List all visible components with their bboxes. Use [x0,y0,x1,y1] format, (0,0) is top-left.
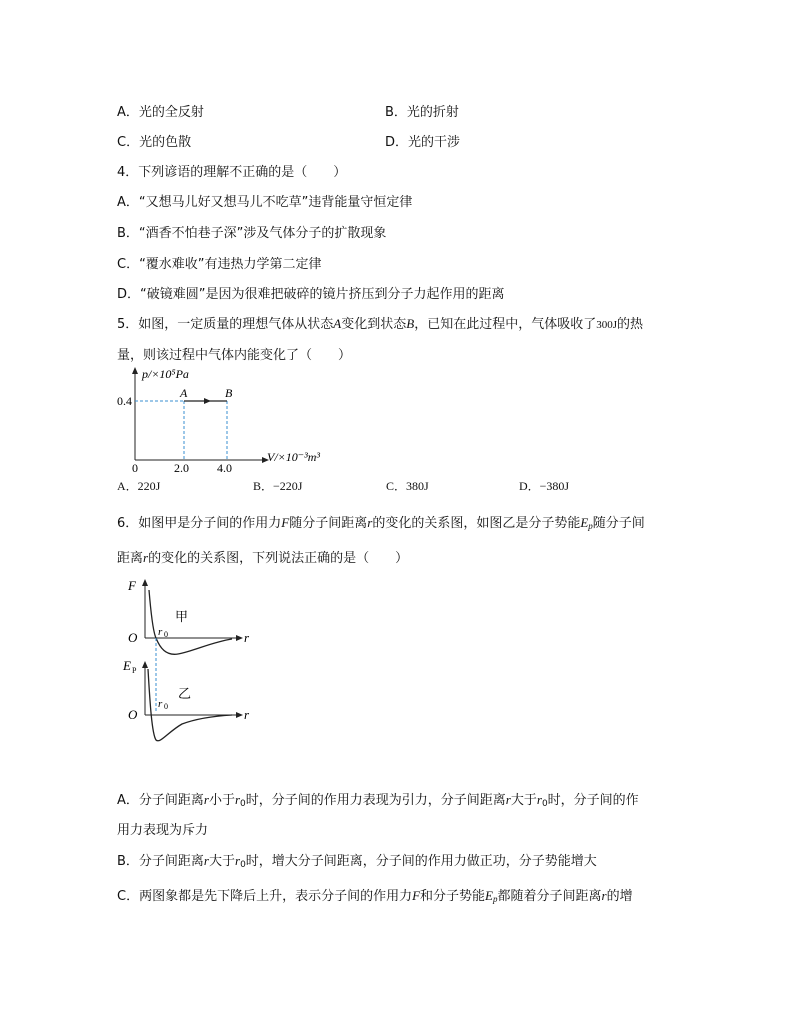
q6-option-a-line1: A．分子间距离r小于$r_0$时，分子间的作用力表现为引力，分子间距离r大于$r_0$时，分子间的作 [117,792,639,809]
q5-pv-graph [117,364,347,472]
q3-option-a: A．光的全反射 [117,105,204,120]
q6-bottom-origin: O [128,707,138,722]
q5-x-axis-label: V/×10⁻³m³ [267,450,320,464]
q4-option-c: C．“覆水难收”有违热力学第二定律 [117,257,322,272]
q5-point-a: A [180,386,188,400]
q5-point-b: B [225,386,233,400]
q6-stem-line2: 距离r的变化的关系图，下列说法正确的是（ ） [117,550,409,566]
q5-option-a: A．220J [117,479,161,493]
q6-bottom-y-label: E [123,658,131,673]
var-a: A [333,316,342,331]
q6-top-y-label: F [128,578,136,593]
var-b: B [406,316,415,331]
q6-bottom-x-label: r [244,707,250,722]
q6-bottom-r0-sub: 0 [164,702,168,711]
q5-stem-line2: 量，则该过程中气体内能变化了（ ） [117,348,352,363]
q5-option-c: C．380J [386,479,429,493]
q6-stem-line1: 6．如图甲是分子间的作用力F随分子间距离r的变化的关系图，如图乙是分子势能$E_p$随分子间 [117,515,645,531]
q6-top-r0-sub: 0 [164,630,168,639]
q6-top-origin: O [128,630,138,645]
q6-force-potential-graph [120,574,260,746]
q5-y-axis-label: p/×10⁵Pa [142,367,189,381]
q4-option-b: B．“酒香不怕巷子深”涉及气体分子的扩散现象 [117,226,387,241]
q5-origin: 0 [132,461,138,472]
q3-option-b: B．光的折射 [385,105,459,120]
q5-y-tick: 0.4 [117,394,132,408]
q6-top-caption: 甲 [175,609,189,624]
q4-option-a: A．“又想马儿好又想马儿不吃草”违背能量守恒定律 [117,195,413,210]
q6-bottom-r0: r [158,698,163,710]
q6-top-r0: r [158,626,163,638]
q4-option-d: D．“破镜难圆”是因为很难把破碎的镜片挤压到分子力起作用的距离 [117,287,505,302]
q6-option-a-line2: 用力表现为斥力 [117,823,209,838]
q4-stem: 4．下列谚语的理解不正确的是（ ） [117,165,347,180]
q6-option-b: B．分子间距离r大于$r_0$时，增大分子间距离，分子间的作用力做正功，分子势能增大 [117,853,597,870]
q5-x-tick-1: 2.0 [174,461,189,472]
q3-option-d: D．光的干涉 [385,135,461,150]
q5-stem-line1: 5．如图，一定质量的理想气体从状态A变化到状态B，已知在此过程中，气体吸收了300J的热 [117,316,644,332]
q3-option-c: C．光的色散 [117,135,192,150]
q6-top-x-label: r [244,630,250,645]
q5-option-b: B．−220J [253,479,303,493]
q5-x-tick-2: 4.0 [217,461,232,472]
q6-bottom-y-label-sub: P [132,666,137,675]
q6-option-c: C．两图象都是先下降后上升，表示分子间的作用力F和分子势能$E_p$都随着分子间距离r的增 [117,888,633,904]
q6-bottom-caption: 乙 [178,686,192,701]
q5-option-d: D．−380J [519,479,570,493]
heat-value: 300J [596,319,617,331]
